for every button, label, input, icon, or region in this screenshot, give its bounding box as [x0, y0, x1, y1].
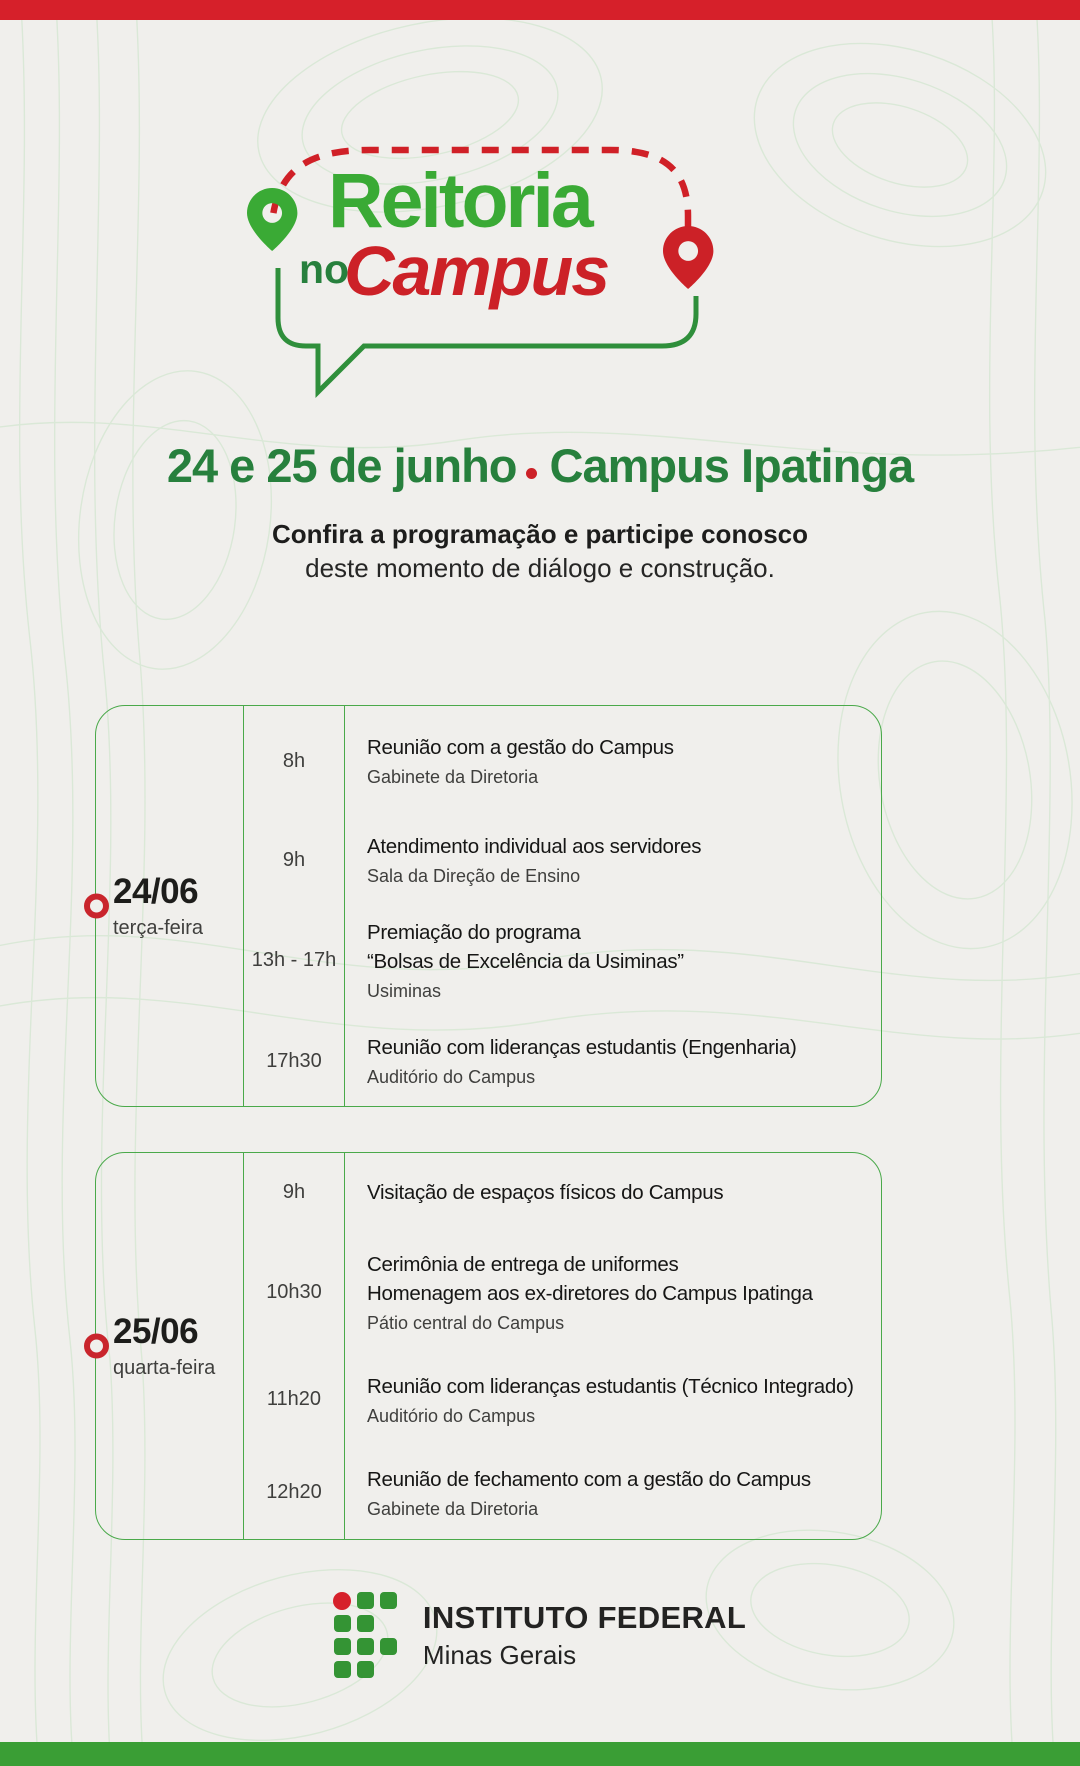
event-location: Auditório do Campus [367, 1067, 536, 1087]
heading-location: Campus Ipatinga [549, 439, 914, 492]
bottom-accent-bar [0, 1742, 1080, 1766]
day-cell [96, 706, 243, 1106]
ifmg-square [380, 1638, 397, 1655]
day-ring-marker [84, 1334, 109, 1359]
ifmg-square [334, 1638, 351, 1655]
logo-word-campus: Campus [344, 232, 609, 310]
event-description-cell [345, 816, 881, 904]
event-time: 17h30 [243, 1016, 345, 1106]
heading-dates: 24 e 25 de junho [166, 439, 517, 492]
event-description-cell [345, 1353, 881, 1446]
ifmg-square [380, 1592, 397, 1609]
day-date: 24/06 [113, 872, 199, 911]
event-time: 11h20 [243, 1353, 345, 1446]
day-weekday: quarta-feira [113, 1357, 216, 1379]
event-time: 9h [243, 816, 345, 904]
event-location: Sala da Direção de Ensino [367, 866, 581, 886]
event-title: Visitação de espaços físicos do Campus [367, 1180, 724, 1204]
event-time: 10h30 [243, 1231, 345, 1353]
event-location: Pátio central do Campus [367, 1312, 565, 1333]
event-time: 12h20 [243, 1446, 345, 1539]
heading-dot [526, 468, 537, 479]
ifmg-square [357, 1592, 374, 1609]
ifmg-square [334, 1661, 351, 1678]
footer-region: Minas Gerais [422, 1639, 577, 1670]
day-ring-marker [84, 894, 109, 919]
event-location: Gabinete da Diretoria [367, 767, 539, 787]
event-time: 8h [243, 706, 345, 816]
logo-title-reitoria: Reitoria [328, 158, 591, 244]
event-description-cell [345, 1016, 881, 1106]
subtitle-line2: deste momento de diálogo e construção. [305, 553, 775, 583]
event-description-cell [345, 706, 881, 816]
event-description-cell [345, 904, 881, 1016]
event-title: Reunião de fechamento com a gestão do Campus [367, 1467, 811, 1491]
logo-word-no: no [299, 246, 350, 292]
ifmg-square [357, 1661, 374, 1678]
event-description-cell [345, 1231, 881, 1353]
event-title: Homenagem aos ex-diretores do Campus Ipatinga [367, 1281, 813, 1305]
ifmg-square [334, 1615, 351, 1632]
event-dates-heading [0, 438, 1080, 493]
event-title: Atendimento individual aos servidores [367, 835, 702, 858]
event-location: Auditório do Campus [367, 1405, 536, 1426]
top-accent-bar [0, 0, 1080, 20]
footer-institution: INSTITUTO FEDERAL [422, 1599, 747, 1635]
event-title: Reunião com lideranças estudantis (Engenharia) [367, 1036, 797, 1059]
event-location: Usiminas [367, 980, 442, 1001]
ifmg-square [357, 1638, 374, 1655]
ifmg-logo-icon [334, 1592, 397, 1678]
subtitle-line1: Confira a programação e participe conosco [271, 519, 809, 549]
event-title: Reunião com a gestão do Campus [367, 736, 674, 759]
footer [0, 1592, 1080, 1678]
event-title: Cerimônia de entrega de uniformes [367, 1252, 679, 1276]
day-date: 25/06 [113, 1312, 199, 1351]
ifmg-square [357, 1615, 374, 1632]
event-title: Reunião com lideranças estudantis (Técnico Integrado) [367, 1374, 854, 1398]
event-title: “Bolsas de Excelência da Usiminas” [367, 949, 684, 973]
schedule-table-25-06 [95, 1152, 882, 1540]
subtitle [0, 517, 1080, 585]
event-time: 9h [243, 1153, 345, 1231]
day-weekday: terça-feira [113, 917, 204, 939]
event-location: Gabinete da Diretoria [367, 1498, 539, 1519]
event-description-cell [345, 1153, 881, 1231]
schedule-table-24-06 [95, 705, 882, 1107]
ifmg-red-dot [333, 1592, 351, 1610]
day-cell [96, 1153, 243, 1539]
event-title: Premiação do programa [367, 920, 581, 944]
event-time: 13h - 17h [243, 904, 345, 1016]
event-description-cell [345, 1446, 881, 1539]
